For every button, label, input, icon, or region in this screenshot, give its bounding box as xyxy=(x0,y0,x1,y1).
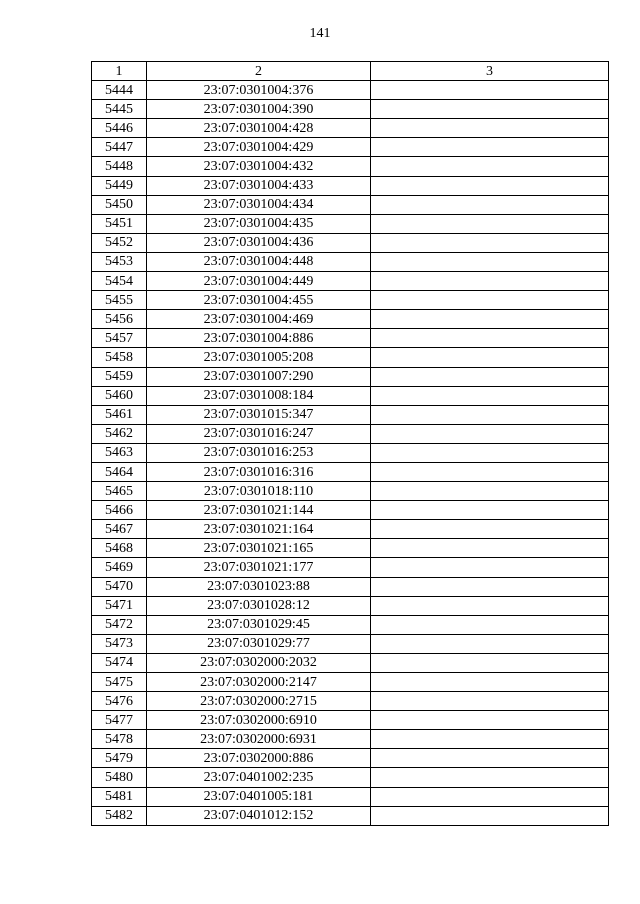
table-row xyxy=(92,157,609,176)
notes-cell xyxy=(371,462,609,481)
notes-cell xyxy=(371,405,609,424)
row-number-cell: 5459 xyxy=(92,367,147,386)
row-number-cell: 5446 xyxy=(92,119,147,138)
table-row xyxy=(92,711,609,730)
table-row xyxy=(92,806,609,825)
notes-cell xyxy=(371,539,609,558)
cadastral-number-cell: 23:07:0301004:429 xyxy=(147,138,371,157)
notes-cell xyxy=(371,329,609,348)
notes-cell xyxy=(371,195,609,214)
row-number-cell: 5472 xyxy=(92,615,147,634)
cadastral-number-cell: 23:07:0302000:6931 xyxy=(147,730,371,749)
table-row xyxy=(92,615,609,634)
table-row xyxy=(92,749,609,768)
row-number-cell: 5457 xyxy=(92,329,147,348)
cadastral-number-cell: 23:07:0401012:152 xyxy=(147,806,371,825)
row-number-cell: 5470 xyxy=(92,577,147,596)
notes-cell xyxy=(371,157,609,176)
table-row xyxy=(92,100,609,119)
notes-cell xyxy=(371,214,609,233)
cadastral-number-cell: 23:07:0301004:390 xyxy=(147,100,371,119)
notes-cell xyxy=(371,596,609,615)
table-row xyxy=(92,424,609,443)
cadastral-number-cell: 23:07:0302000:2147 xyxy=(147,673,371,692)
cadastral-number-cell: 23:07:0301021:144 xyxy=(147,501,371,520)
row-number-cell: 5458 xyxy=(92,348,147,367)
row-number-cell: 5474 xyxy=(92,653,147,672)
notes-cell xyxy=(371,424,609,443)
table-row xyxy=(92,386,609,405)
row-number-cell: 5468 xyxy=(92,539,147,558)
notes-cell xyxy=(371,348,609,367)
table-row xyxy=(92,768,609,787)
cadastral-number-cell: 23:07:0301016:253 xyxy=(147,443,371,462)
cadastral-number-cell: 23:07:0301004:434 xyxy=(147,195,371,214)
cadastral-number-cell: 23:07:0301008:184 xyxy=(147,386,371,405)
row-number-cell: 5454 xyxy=(92,272,147,291)
notes-cell xyxy=(371,787,609,806)
table-row xyxy=(92,233,609,252)
notes-cell xyxy=(371,653,609,672)
notes-cell xyxy=(371,233,609,252)
table-row xyxy=(92,272,609,291)
cadastral-number-cell: 23:07:0301004:436 xyxy=(147,233,371,252)
notes-cell xyxy=(371,577,609,596)
cadastral-number-cell: 23:07:0301007:290 xyxy=(147,367,371,386)
row-number-cell: 5480 xyxy=(92,768,147,787)
column-header-2: 2 xyxy=(147,62,371,81)
table-row xyxy=(92,539,609,558)
table-row xyxy=(92,673,609,692)
table-row xyxy=(92,692,609,711)
row-number-cell: 5476 xyxy=(92,692,147,711)
cadastral-number-cell: 23:07:0301004:449 xyxy=(147,272,371,291)
column-header-3: 3 xyxy=(371,62,609,81)
notes-cell xyxy=(371,615,609,634)
notes-cell xyxy=(371,100,609,119)
notes-cell xyxy=(371,482,609,501)
table-row xyxy=(92,405,609,424)
row-number-cell: 5481 xyxy=(92,787,147,806)
cadastral-number-cell: 23:07:0301021:177 xyxy=(147,558,371,577)
notes-cell xyxy=(371,673,609,692)
cadastral-number-cell: 23:07:0301004:433 xyxy=(147,176,371,195)
cadastral-number-cell: 23:07:0301029:77 xyxy=(147,634,371,653)
page-number: 141 xyxy=(309,26,331,41)
notes-cell xyxy=(371,730,609,749)
row-number-cell: 5478 xyxy=(92,730,147,749)
row-number-cell: 5456 xyxy=(92,310,147,329)
cadastral-number-cell: 23:07:0301021:165 xyxy=(147,539,371,558)
notes-cell xyxy=(371,81,609,100)
notes-cell xyxy=(371,520,609,539)
row-number-cell: 5471 xyxy=(92,596,147,615)
table-row xyxy=(92,653,609,672)
cadastral-number-cell: 23:07:0301004:428 xyxy=(147,119,371,138)
cadastral-number-cell: 23:07:0301004:432 xyxy=(147,157,371,176)
cadastral-number-cell: 23:07:0301018:110 xyxy=(147,482,371,501)
row-number-cell: 5473 xyxy=(92,634,147,653)
row-number-cell: 5460 xyxy=(92,386,147,405)
cadastral-number-cell: 23:07:0301004:376 xyxy=(147,81,371,100)
table-row xyxy=(92,443,609,462)
notes-cell xyxy=(371,252,609,271)
notes-cell xyxy=(371,367,609,386)
cadastral-number-cell: 23:07:0302000:2715 xyxy=(147,692,371,711)
cadastral-number-cell: 23:07:0301004:469 xyxy=(147,310,371,329)
notes-cell xyxy=(371,386,609,405)
row-number-cell: 5475 xyxy=(92,673,147,692)
row-number-cell: 5455 xyxy=(92,291,147,310)
table-row xyxy=(92,520,609,539)
row-number-cell: 5479 xyxy=(92,749,147,768)
table-row xyxy=(92,329,609,348)
notes-cell xyxy=(371,634,609,653)
notes-cell xyxy=(371,501,609,520)
table-row xyxy=(92,501,609,520)
row-number-cell: 5464 xyxy=(92,462,147,481)
table-row xyxy=(92,577,609,596)
row-number-cell: 5467 xyxy=(92,520,147,539)
table-header-row xyxy=(92,62,609,81)
cadastral-number-cell: 23:07:0301004:455 xyxy=(147,291,371,310)
cadastral-number-cell: 23:07:0301004:886 xyxy=(147,329,371,348)
table-row xyxy=(92,81,609,100)
cadastral-number-cell: 23:07:0301005:208 xyxy=(147,348,371,367)
row-number-cell: 5462 xyxy=(92,424,147,443)
column-header-1: 1 xyxy=(92,62,147,81)
cadastral-number-cell: 23:07:0301021:164 xyxy=(147,520,371,539)
table-row xyxy=(92,252,609,271)
table-row xyxy=(92,730,609,749)
notes-cell xyxy=(371,692,609,711)
row-number-cell: 5482 xyxy=(92,806,147,825)
row-number-cell: 5465 xyxy=(92,482,147,501)
cadastral-number-cell: 23:07:0301023:88 xyxy=(147,577,371,596)
cadastral-table xyxy=(91,61,609,826)
row-number-cell: 5477 xyxy=(92,711,147,730)
notes-cell xyxy=(371,272,609,291)
table-row xyxy=(92,462,609,481)
table-row xyxy=(92,310,609,329)
cadastral-number-cell: 23:07:0301028:12 xyxy=(147,596,371,615)
table-row xyxy=(92,176,609,195)
cadastral-number-cell: 23:07:0401005:181 xyxy=(147,787,371,806)
row-number-cell: 5451 xyxy=(92,214,147,233)
cadastral-number-cell: 23:07:0302000:886 xyxy=(147,749,371,768)
table-body xyxy=(92,81,609,826)
row-number-cell: 5461 xyxy=(92,405,147,424)
cadastral-number-cell: 23:07:0301016:316 xyxy=(147,462,371,481)
cadastral-number-cell: 23:07:0302000:6910 xyxy=(147,711,371,730)
row-number-cell: 5449 xyxy=(92,176,147,195)
table-row xyxy=(92,138,609,157)
table-row xyxy=(92,482,609,501)
cadastral-number-cell: 23:07:0301004:448 xyxy=(147,252,371,271)
cadastral-number-cell: 23:07:0301015:347 xyxy=(147,405,371,424)
row-number-cell: 5453 xyxy=(92,252,147,271)
notes-cell xyxy=(371,749,609,768)
notes-cell xyxy=(371,291,609,310)
notes-cell xyxy=(371,768,609,787)
table-row xyxy=(92,119,609,138)
row-number-cell: 5444 xyxy=(92,81,147,100)
table-row xyxy=(92,291,609,310)
row-number-cell: 5445 xyxy=(92,100,147,119)
cadastral-number-cell: 23:07:0301004:435 xyxy=(147,214,371,233)
notes-cell xyxy=(371,443,609,462)
row-number-cell: 5469 xyxy=(92,558,147,577)
table-row xyxy=(92,596,609,615)
cadastral-number-cell: 23:07:0401002:235 xyxy=(147,768,371,787)
row-number-cell: 5463 xyxy=(92,443,147,462)
row-number-cell: 5450 xyxy=(92,195,147,214)
notes-cell xyxy=(371,176,609,195)
notes-cell xyxy=(371,310,609,329)
table-row xyxy=(92,787,609,806)
table-row xyxy=(92,348,609,367)
table-row xyxy=(92,634,609,653)
table-row xyxy=(92,558,609,577)
row-number-cell: 5452 xyxy=(92,233,147,252)
notes-cell xyxy=(371,119,609,138)
notes-cell xyxy=(371,558,609,577)
row-number-cell: 5466 xyxy=(92,501,147,520)
table-row xyxy=(92,214,609,233)
row-number-cell: 5448 xyxy=(92,157,147,176)
notes-cell xyxy=(371,806,609,825)
cadastral-number-cell: 23:07:0302000:2032 xyxy=(147,653,371,672)
cadastral-number-cell: 23:07:0301016:247 xyxy=(147,424,371,443)
notes-cell xyxy=(371,711,609,730)
table-row xyxy=(92,367,609,386)
row-number-cell: 5447 xyxy=(92,138,147,157)
table-row xyxy=(92,195,609,214)
cadastral-number-cell: 23:07:0301029:45 xyxy=(147,615,371,634)
notes-cell xyxy=(371,138,609,157)
